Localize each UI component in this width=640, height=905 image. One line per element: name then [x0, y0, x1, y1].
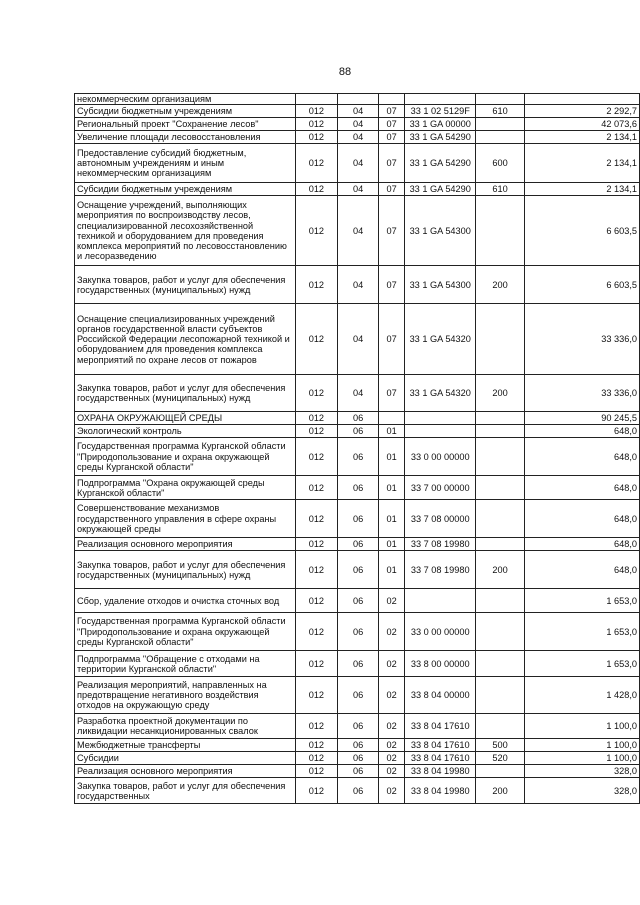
cell-grbs: 012	[295, 144, 337, 183]
cell-section: 06	[337, 651, 378, 677]
cell-section: 06	[337, 425, 378, 438]
table-row	[75, 538, 640, 551]
cell-subsection: 02	[379, 765, 405, 778]
cell-target-article: 33 1 GA 54290	[404, 144, 476, 183]
cell-subsection: 01	[379, 438, 405, 476]
cell-grbs: 012	[295, 196, 337, 266]
cell-subsection: 07	[379, 183, 405, 196]
cell-grbs: 012	[295, 266, 337, 304]
cell-section: 04	[337, 131, 378, 144]
cell-grbs: 012	[295, 131, 337, 144]
cell-expense-type: 600	[476, 144, 524, 183]
cell-grbs: 012	[295, 538, 337, 551]
table-row	[75, 425, 640, 438]
cell-subsection: 02	[379, 589, 405, 613]
cell-amount: 2 292,7	[524, 105, 639, 118]
cell-section: 06	[337, 551, 378, 589]
cell-section: 04	[337, 196, 378, 266]
cell-name: Экологический контроль	[75, 425, 296, 438]
cell-section: 04	[337, 144, 378, 183]
cell-name: Совершенствование механизмов государственного управления в сфере охраны окружающей среды	[75, 500, 296, 538]
cell-amount: 2 134,1	[524, 144, 639, 183]
cell-amount: 648,0	[524, 476, 639, 500]
table-row	[75, 551, 640, 589]
cell-name: Реализация основного мероприятия	[75, 538, 296, 551]
table-row	[75, 500, 640, 538]
cell-grbs: 012	[295, 752, 337, 765]
cell-expense-type	[476, 94, 524, 105]
cell-amount: 1 100,0	[524, 739, 639, 752]
cell-subsection: 07	[379, 375, 405, 412]
cell-target-article: 33 8 04 17610	[404, 714, 476, 739]
cell-section: 06	[337, 778, 378, 804]
cell-target-article: 33 8 04 17610	[404, 739, 476, 752]
cell-amount: 648,0	[524, 538, 639, 551]
cell-name: Реализация основного мероприятия	[75, 765, 296, 778]
cell-subsection: 02	[379, 752, 405, 765]
cell-amount: 1 653,0	[524, 651, 639, 677]
cell-target-article: 33 1 GA 54290	[404, 131, 476, 144]
cell-name: Региональный проект "Сохранение лесов"	[75, 118, 296, 131]
cell-expense-type	[476, 196, 524, 266]
cell-section: 06	[337, 714, 378, 739]
cell-amount: 2 134,1	[524, 183, 639, 196]
cell-name: Межбюджетные трансферты	[75, 739, 296, 752]
cell-grbs: 012	[295, 739, 337, 752]
cell-expense-type	[476, 589, 524, 613]
cell-name: Реализация мероприятий, направленных на предотвращение негативного воздействия отходов на окружающую среду	[75, 677, 296, 714]
cell-grbs: 012	[295, 438, 337, 476]
cell-amount: 1 428,0	[524, 677, 639, 714]
table-row	[75, 196, 640, 266]
table-row	[75, 94, 640, 105]
cell-name: Подпрограмма "Охрана окружающей среды Курганской области"	[75, 476, 296, 500]
cell-grbs: 012	[295, 375, 337, 412]
table-row	[75, 375, 640, 412]
budget-table	[74, 93, 640, 804]
cell-grbs: 012	[295, 118, 337, 131]
cell-amount: 1 653,0	[524, 613, 639, 651]
cell-subsection: 02	[379, 677, 405, 714]
cell-expense-type	[476, 714, 524, 739]
cell-amount: 6 603,5	[524, 266, 639, 304]
cell-name: Государственная программа Курганской области "Природопользование и охрана окружающей среды Курганской области"	[75, 613, 296, 651]
cell-name: ОХРАНА ОКРУЖАЮЩЕЙ СРЕДЫ	[75, 412, 296, 425]
cell-grbs: 012	[295, 183, 337, 196]
cell-target-article: 33 7 00 00000	[404, 476, 476, 500]
cell-name: Предоставление субсидий бюджетным, автономным учреждениям и иным некоммерческим организациям	[75, 144, 296, 183]
cell-expense-type: 610	[476, 183, 524, 196]
cell-grbs: 012	[295, 412, 337, 425]
cell-expense-type: 610	[476, 105, 524, 118]
cell-section: 06	[337, 438, 378, 476]
cell-grbs: 012	[295, 589, 337, 613]
cell-amount: 648,0	[524, 438, 639, 476]
cell-amount: 1 100,0	[524, 752, 639, 765]
cell-target-article: 33 8 04 17610	[404, 752, 476, 765]
cell-grbs: 012	[295, 476, 337, 500]
cell-section: 06	[337, 752, 378, 765]
cell-subsection: 07	[379, 304, 405, 375]
table-row	[75, 739, 640, 752]
cell-name: Оснащение специализированных учреждений органов государственной власти субъектов Российской Федерации лесопожарной техникой и оборудованием для проведения комплекса мероприятий по охране лесов от пожаров	[75, 304, 296, 375]
cell-grbs: 012	[295, 425, 337, 438]
cell-target-article: 33 8 04 19980	[404, 765, 476, 778]
cell-target-article: 33 0 00 00000	[404, 613, 476, 651]
table-row	[75, 438, 640, 476]
table-row	[75, 131, 640, 144]
cell-name: Разработка проектной документации по ликвидации несанкционированных свалок	[75, 714, 296, 739]
cell-name: Субсидии бюджетным учреждениям	[75, 183, 296, 196]
cell-section: 06	[337, 538, 378, 551]
cell-target-article: 33 1 GA 54290	[404, 183, 476, 196]
cell-expense-type	[476, 425, 524, 438]
cell-target-article	[404, 425, 476, 438]
cell-subsection: 02	[379, 651, 405, 677]
cell-expense-type	[476, 765, 524, 778]
cell-target-article: 33 8 04 00000	[404, 677, 476, 714]
cell-name: Субсидии бюджетным учреждениям	[75, 105, 296, 118]
cell-amount: 1 100,0	[524, 714, 639, 739]
cell-section: 06	[337, 589, 378, 613]
cell-grbs: 012	[295, 304, 337, 375]
cell-subsection: 01	[379, 500, 405, 538]
cell-subsection: 02	[379, 714, 405, 739]
cell-amount: 648,0	[524, 500, 639, 538]
cell-target-article	[404, 412, 476, 425]
table-row	[75, 778, 640, 804]
page-number: 88	[338, 66, 352, 78]
cell-subsection: 01	[379, 538, 405, 551]
cell-section: 04	[337, 118, 378, 131]
cell-section: 04	[337, 304, 378, 375]
cell-section: 04	[337, 105, 378, 118]
cell-target-article: 33 1 GA 54300	[404, 196, 476, 266]
cell-section: 06	[337, 500, 378, 538]
cell-subsection: 07	[379, 144, 405, 183]
table-row	[75, 613, 640, 651]
cell-name: Закупка товаров, работ и услуг для обеспечения государственных	[75, 778, 296, 804]
cell-section: 04	[337, 183, 378, 196]
cell-grbs: 012	[295, 613, 337, 651]
cell-expense-type	[476, 613, 524, 651]
cell-grbs	[295, 94, 337, 105]
table-row	[75, 144, 640, 183]
cell-expense-type	[476, 304, 524, 375]
cell-section: 04	[337, 266, 378, 304]
cell-target-article: 33 1 GA 54320	[404, 375, 476, 412]
cell-amount: 33 336,0	[524, 375, 639, 412]
cell-amount: 1 653,0	[524, 589, 639, 613]
cell-target-article: 33 7 08 00000	[404, 500, 476, 538]
cell-amount: 648,0	[524, 551, 639, 589]
cell-amount: 328,0	[524, 778, 639, 804]
cell-target-article: 33 0 00 00000	[404, 438, 476, 476]
cell-target-article	[404, 589, 476, 613]
cell-target-article: 33 1 02 5129F	[404, 105, 476, 118]
table-row	[75, 412, 640, 425]
table-row	[75, 677, 640, 714]
cell-name: Подпрограмма "Обращение с отходами на территории Курганской области"	[75, 651, 296, 677]
cell-subsection	[379, 412, 405, 425]
cell-name: Закупка товаров, работ и услуг для обеспечения государственных (муниципальных) нужд	[75, 551, 296, 589]
cell-name: Субсидии	[75, 752, 296, 765]
cell-expense-type: 500	[476, 739, 524, 752]
cell-subsection: 07	[379, 118, 405, 131]
cell-target-article: 33 7 08 19980	[404, 538, 476, 551]
cell-target-article: 33 8 00 00000	[404, 651, 476, 677]
cell-section: 06	[337, 677, 378, 714]
cell-section	[337, 94, 378, 105]
cell-expense-type	[476, 500, 524, 538]
cell-subsection	[379, 94, 405, 105]
cell-amount: 328,0	[524, 765, 639, 778]
cell-grbs: 012	[295, 677, 337, 714]
cell-target-article: 33 1 GA 54300	[404, 266, 476, 304]
cell-amount: 648,0	[524, 425, 639, 438]
table-row	[75, 304, 640, 375]
cell-section: 06	[337, 739, 378, 752]
cell-name: Закупка товаров, работ и услуг для обеспечения государственных (муниципальных) нужд	[75, 375, 296, 412]
cell-section: 06	[337, 613, 378, 651]
cell-section: 04	[337, 375, 378, 412]
cell-expense-type: 200	[476, 551, 524, 589]
cell-expense-type	[476, 651, 524, 677]
table-row	[75, 765, 640, 778]
cell-expense-type: 520	[476, 752, 524, 765]
cell-expense-type	[476, 438, 524, 476]
cell-amount: 6 603,5	[524, 196, 639, 266]
cell-target-article	[404, 94, 476, 105]
cell-name: Оснащение учреждений, выполняющих мероприятия по воспроизводству лесов, специализированной лесохозяйственной техникой и оборудованием для проведения комплекса мероприятий по лесовосстановлению и лесоразведению	[75, 196, 296, 266]
cell-name: некоммерческим организациям	[75, 94, 296, 105]
cell-grbs: 012	[295, 105, 337, 118]
table-row	[75, 589, 640, 613]
cell-amount	[524, 94, 639, 105]
cell-subsection: 01	[379, 551, 405, 589]
cell-name: Государственная программа Курганской области "Природопользование и охрана окружающей среды Курганской области"	[75, 438, 296, 476]
cell-expense-type	[476, 412, 524, 425]
cell-section: 06	[337, 476, 378, 500]
cell-grbs: 012	[295, 765, 337, 778]
table-row	[75, 183, 640, 196]
table-row	[75, 105, 640, 118]
table-row	[75, 476, 640, 500]
cell-amount: 33 336,0	[524, 304, 639, 375]
cell-expense-type: 200	[476, 778, 524, 804]
cell-expense-type	[476, 677, 524, 714]
cell-section: 06	[337, 412, 378, 425]
cell-name: Сбор, удаление отходов и очистка сточных вод	[75, 589, 296, 613]
cell-subsection: 02	[379, 613, 405, 651]
cell-grbs: 012	[295, 500, 337, 538]
cell-subsection: 07	[379, 105, 405, 118]
cell-grbs: 012	[295, 651, 337, 677]
cell-target-article: 33 8 04 19980	[404, 778, 476, 804]
cell-target-article: 33 7 08 19980	[404, 551, 476, 589]
cell-subsection: 02	[379, 739, 405, 752]
table-row	[75, 118, 640, 131]
cell-subsection: 01	[379, 425, 405, 438]
cell-subsection: 07	[379, 196, 405, 266]
cell-name: Закупка товаров, работ и услуг для обеспечения государственных (муниципальных) нужд	[75, 266, 296, 304]
cell-name: Увеличение площади лесовосстановления	[75, 131, 296, 144]
cell-amount: 42 073,6	[524, 118, 639, 131]
table-row	[75, 651, 640, 677]
cell-amount: 90 245,5	[524, 412, 639, 425]
table-row	[75, 752, 640, 765]
cell-subsection: 01	[379, 476, 405, 500]
cell-target-article: 33 1 GA 00000	[404, 118, 476, 131]
table-row	[75, 266, 640, 304]
cell-target-article: 33 1 GA 54320	[404, 304, 476, 375]
cell-expense-type: 200	[476, 375, 524, 412]
cell-section: 06	[337, 765, 378, 778]
table-row	[75, 714, 640, 739]
cell-expense-type	[476, 476, 524, 500]
cell-grbs: 012	[295, 551, 337, 589]
cell-subsection: 02	[379, 778, 405, 804]
cell-expense-type: 200	[476, 266, 524, 304]
cell-subsection: 07	[379, 266, 405, 304]
cell-grbs: 012	[295, 714, 337, 739]
cell-expense-type	[476, 118, 524, 131]
cell-amount: 2 134,1	[524, 131, 639, 144]
cell-grbs: 012	[295, 778, 337, 804]
cell-expense-type	[476, 131, 524, 144]
table-body	[75, 94, 640, 804]
cell-subsection: 07	[379, 131, 405, 144]
cell-expense-type	[476, 538, 524, 551]
